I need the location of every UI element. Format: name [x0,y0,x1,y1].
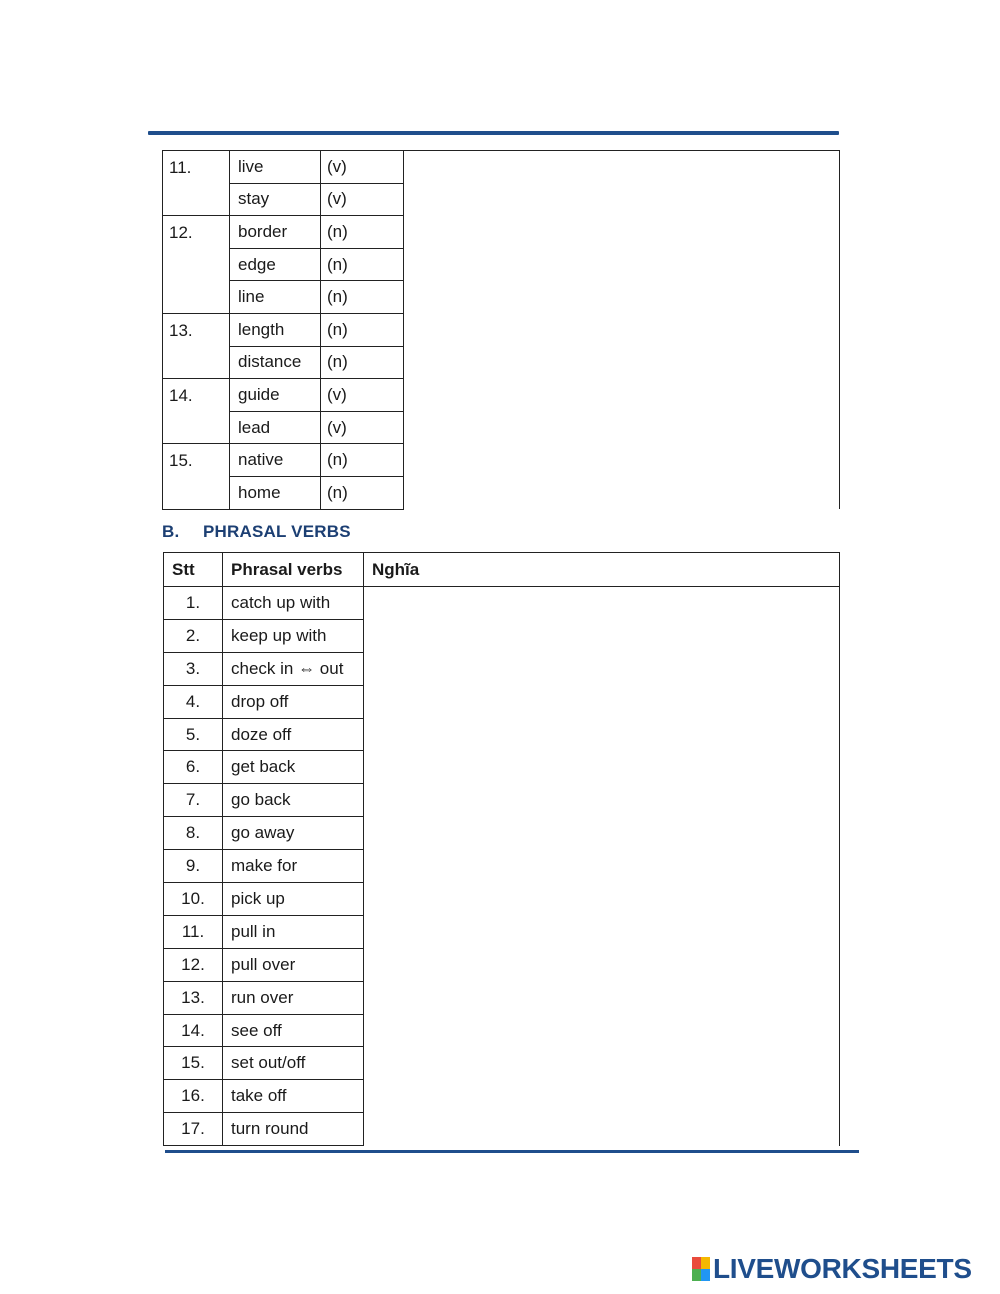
vocab-word: distance [230,346,321,379]
row-number: 13. [164,981,223,1014]
vocab-part-of-speech: (n) [321,476,404,509]
vocab-part-of-speech: (v) [321,379,404,412]
vocab-word: live [230,151,321,184]
section-letter: B. [162,522,180,541]
row-number: 9. [164,850,223,883]
phrasal-verbs-table [163,552,840,1146]
phrasal-verb: keep up with [223,619,364,652]
row-number: 10. [164,883,223,916]
vocab-part-of-speech: (v) [321,411,404,444]
vocab-part-of-speech: (n) [321,444,404,477]
phrasal-verb: pick up [223,883,364,916]
vocab-part-of-speech: (n) [321,313,404,346]
vocab-part-of-speech: (n) [321,216,404,249]
vocab-part-of-speech: (n) [321,281,404,314]
vocab-word: native [230,444,321,477]
logo-square-green [692,1269,701,1281]
logo-text: LIVEWORKSHEETS [713,1253,972,1284]
vocab-word: guide [230,379,321,412]
row-number: 5. [164,718,223,751]
table-header-row [164,553,840,587]
meaning-answer-area[interactable] [364,587,840,1146]
row-number: 15. [164,1047,223,1080]
logo-square-blue [701,1269,710,1281]
section-title-text: PHRASAL VERBS [203,522,351,541]
top-header-rule [148,131,839,135]
phrasal-verb: doze off [223,718,364,751]
vocab-part-of-speech: (v) [321,183,404,216]
section-b-heading [162,522,351,542]
row-number: 14. [164,1014,223,1047]
row-number: 12. [164,948,223,981]
vocab-part-of-speech: (n) [321,248,404,281]
vocab-word: edge [230,248,321,281]
phrasal-verb: go away [223,817,364,850]
row-number: 16. [164,1080,223,1113]
vocab-part-of-speech: (v) [321,151,404,184]
liveworksheets-logo [692,1254,972,1284]
phrasal-verb: check in ⇔ out [223,652,364,685]
bottom-footer-rule [165,1150,859,1153]
vocab-part-of-speech: (n) [321,346,404,379]
row-number: 6. [164,751,223,784]
row-number: 7. [164,784,223,817]
logo-square-yellow [701,1257,710,1269]
row-number: 11. [164,915,223,948]
vocab-word: line [230,281,321,314]
phrasal-verb: get back [223,751,364,784]
vocab-row [163,151,840,184]
logo-mark-icon [692,1257,710,1281]
row-number: 17. [164,1113,223,1146]
header-phrasal-verbs: Phrasal verbs [223,553,364,587]
header-meaning: Nghĩa [364,553,840,587]
table-row [164,587,840,620]
row-number: 1. [164,587,223,620]
vocab-word: border [230,216,321,249]
row-number: 2. [164,619,223,652]
vocab-group-number: 13. [163,313,230,378]
vocab-word: length [230,313,321,346]
vocab-group-number: 11. [163,151,230,216]
row-number: 3. [164,652,223,685]
phrasal-verb: go back [223,784,364,817]
phrasal-verb: set out/off [223,1047,364,1080]
vocab-word: home [230,476,321,509]
vocab-group-number: 12. [163,216,230,314]
vocab-word: stay [230,183,321,216]
phrasal-verb: pull in [223,915,364,948]
phrasal-verb: pull over [223,948,364,981]
vocab-word: lead [230,411,321,444]
header-stt: Stt [164,553,223,587]
vocab-meaning-area[interactable] [404,151,840,510]
phrasal-verb: see off [223,1014,364,1047]
phrasal-verb: take off [223,1080,364,1113]
phrasal-verb: catch up with [223,587,364,620]
row-number: 8. [164,817,223,850]
row-number: 4. [164,685,223,718]
phrasal-verb: run over [223,981,364,1014]
vocab-group-number: 15. [163,444,230,509]
logo-square-red [692,1257,701,1269]
vocabulary-table [162,150,840,510]
vocab-group-number: 14. [163,379,230,444]
phrasal-verb: make for [223,850,364,883]
phrasal-verb: turn round [223,1113,364,1146]
phrasal-verb: drop off [223,685,364,718]
